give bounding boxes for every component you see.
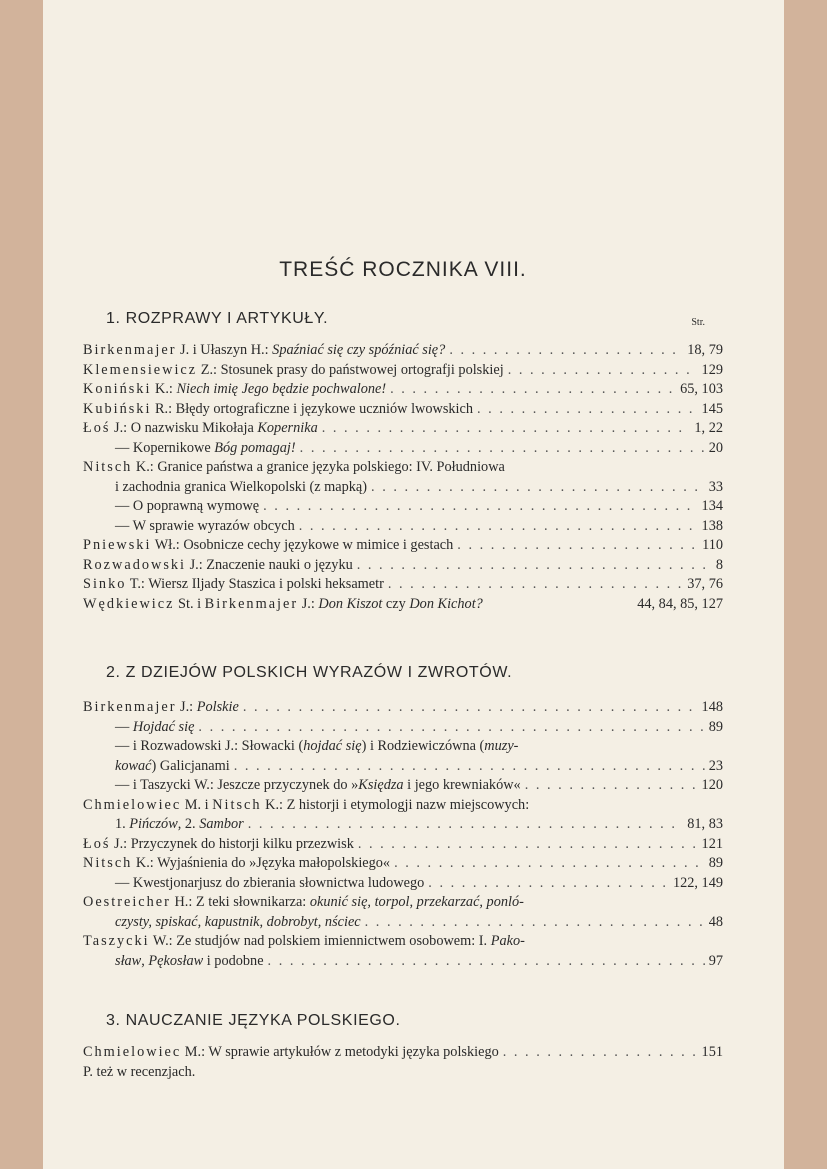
toc-entry-line — [83, 380, 723, 400]
dot-leader — [457, 536, 698, 556]
entry-text — [83, 361, 504, 381]
toc-entry-line — [83, 737, 723, 757]
entry-title-text: czy — [382, 595, 410, 612]
entry-title-text: J.: O nazwisku Mikołaja — [110, 420, 258, 436]
dot-leader — [248, 815, 684, 835]
toc-entry-line — [83, 517, 723, 537]
toc-entry-line — [83, 419, 723, 439]
page-number: 89 — [708, 855, 723, 871]
entry-title-text: — — [115, 718, 133, 735]
page-number: 18, 79 — [687, 342, 723, 358]
entry-title-text: Wł.: Osobnicze cechy językowe w mimice i gestach — [151, 537, 454, 553]
toc-entry-line — [83, 835, 723, 855]
page-number: 134 — [701, 498, 723, 514]
toc-entry-line — [83, 698, 723, 718]
toc-entry-line — [83, 575, 723, 595]
dot-leader — [299, 517, 698, 537]
author-name: Nitsch — [83, 459, 133, 475]
section-heading: 3. NAUCZANIE JĘZYKA POLSKIEGO. — [106, 1012, 401, 1029]
section-entries — [83, 341, 723, 614]
dot-leader — [243, 698, 698, 718]
author-name: Kubiński — [83, 400, 152, 417]
italic-title: czysty, spiskać, kapustnik, dobrobyt, nściec — [115, 913, 361, 930]
italic-title: Sambor — [199, 816, 244, 832]
page-number: 81, 83 — [687, 816, 723, 832]
entry-title-text: J.: Przyczynek do historji kilku przezwisk — [110, 835, 354, 852]
page-number: 65, 103 — [680, 381, 723, 397]
author-name: Birkenmajer — [204, 595, 299, 612]
entry-title-text: St. i — [174, 595, 205, 612]
entry-text — [83, 458, 505, 478]
italic-title: Kopernika — [257, 420, 318, 436]
italic-title: Pińczów — [129, 816, 178, 832]
author-name: Wędkiewicz — [83, 595, 175, 612]
dot-leader — [263, 497, 697, 517]
page-number: 33 — [708, 478, 723, 495]
entry-text — [115, 517, 295, 537]
entry-title-text: M.: W sprawie artykułów z metodyki języka polskiego — [181, 1044, 499, 1060]
entry-text — [115, 815, 244, 835]
entry-text — [115, 478, 367, 498]
entry-text — [83, 1043, 499, 1063]
entry-text — [83, 556, 353, 576]
dot-leader — [390, 380, 676, 400]
entry-text — [115, 439, 296, 459]
entry-text — [115, 874, 424, 894]
entry-title-text: K.: Wyjaśnienia do »Języka małopolskiego« — [132, 855, 391, 871]
entry-title-text: J.: — [298, 595, 319, 612]
toc-entry-line — [83, 815, 723, 835]
entry-text — [115, 952, 264, 972]
section-heading: 1. ROZPRAWY I ARTYKUŁY. — [106, 310, 329, 327]
toc-entry-line — [83, 556, 723, 576]
entry-text — [83, 854, 390, 874]
entry-text — [83, 380, 386, 400]
entry-title-text: i podobne — [203, 952, 264, 969]
section-entries — [83, 1043, 723, 1082]
author-name: Oestreicher — [83, 894, 171, 910]
dot-leader — [268, 952, 705, 972]
author-name: Pniewski — [83, 537, 152, 553]
page-number: 151 — [701, 1044, 723, 1060]
entry-text — [83, 575, 384, 595]
entry-text — [83, 1063, 195, 1083]
dot-leader — [322, 419, 691, 439]
author-name: Sinko — [83, 576, 127, 592]
italic-title: kować — [115, 757, 152, 774]
entry-text — [115, 497, 259, 517]
page-number: 145 — [701, 400, 723, 417]
toc-entry-line — [83, 893, 723, 913]
entry-title-text: i zachodnia granica Wielkopolski (z mapką) — [115, 478, 368, 495]
entry-title-text: W.: Ze studjów nad polskiem imiennictwem osobowem: I. — [149, 933, 491, 949]
dot-leader — [503, 1043, 698, 1063]
dot-leader — [525, 776, 698, 796]
page-number: 48 — [708, 913, 723, 930]
entry-title-text: — Kopernikowe — [115, 439, 215, 456]
entry-title-text: 1. — [115, 816, 130, 832]
entry-text — [115, 757, 230, 777]
page-number: 120 — [701, 777, 723, 793]
dot-leader — [388, 575, 683, 595]
page-number: 110 — [702, 537, 723, 553]
entry-title-text: R.: Błędy ortograficzne i językowe uczniów lwowskich — [151, 400, 474, 417]
toc-entry-line — [83, 776, 723, 796]
italic-title: Pako- — [490, 933, 525, 949]
toc-entry-line — [83, 874, 723, 894]
entry-title-text: K.: Z historji i etymologji nazw miejscowych: — [261, 796, 530, 813]
toc-entry-line — [83, 757, 723, 777]
dot-leader — [449, 341, 683, 361]
entry-text — [83, 536, 453, 556]
entry-title-text: i jego krewniaków« — [403, 777, 521, 793]
toc-entry-line — [83, 458, 723, 478]
entry-title-text: ) i Rodziewiczówna ( — [361, 738, 485, 754]
author-name: Łoś — [83, 835, 111, 852]
author-name: Chmielowiec — [83, 796, 182, 813]
page-number: 97 — [708, 952, 723, 969]
section-heading: 2. Z DZIEJÓW POLSKICH WYRAZÓW I ZWROTÓW. — [106, 664, 513, 681]
entry-title-text: J.: — [176, 699, 197, 715]
entry-text — [83, 341, 445, 361]
author-name: Nitsch — [83, 855, 133, 871]
dot-leader — [198, 718, 704, 738]
author-name: Birkenmajer — [83, 342, 177, 358]
page-number: 8 — [715, 556, 723, 573]
italic-title: Pękosław — [148, 952, 204, 969]
page-number: 122, 149 — [672, 874, 723, 891]
toc-entry-line — [83, 478, 723, 498]
italic-title: sław — [115, 952, 142, 969]
author-name: Birkenmajer — [83, 699, 177, 715]
page-number: 1, 22 — [694, 420, 723, 436]
entry-text — [115, 913, 361, 933]
toc-entry-line — [83, 1063, 723, 1083]
entry-text — [83, 698, 239, 718]
page-number: 121 — [701, 835, 723, 852]
entry-title-text: K.: Granice państwa a granice języka polskiego: IV. Południowa — [132, 459, 505, 475]
entry-title-text: — Kwestjonarjusz do zbierania słownictwa ludowego — [115, 874, 425, 891]
toc-entry-line — [83, 341, 723, 361]
dot-leader — [394, 854, 705, 874]
entry-text — [83, 796, 529, 816]
entry-text — [115, 737, 518, 757]
toc-entry-line — [83, 1043, 723, 1063]
toc-entry-line — [83, 497, 723, 517]
page-number: 20 — [708, 439, 723, 456]
entry-title-text: — i Taszycki W.: Jeszcze przyczynek do » — [115, 777, 359, 793]
page-number: 37, 76 — [687, 576, 723, 592]
entry-text — [83, 419, 318, 439]
toc-entry-line — [83, 439, 723, 459]
page-number: 23 — [708, 757, 723, 774]
page-number: 129 — [701, 361, 723, 378]
italic-title: Hojdać się — [132, 718, 195, 735]
dot-leader — [428, 874, 669, 894]
author-name: Koniński — [83, 381, 152, 397]
dot-leader — [508, 361, 698, 381]
italic-title: Księdza — [358, 777, 404, 793]
italic-title: Polskie — [196, 699, 239, 715]
entry-title-text: J.: Znaczenie nauki o języku — [186, 556, 353, 573]
italic-title: Spaźniać się czy spóźniać się? — [272, 342, 446, 358]
entry-title-text: — O poprawną wymowę — [115, 498, 260, 514]
entry-text — [83, 595, 483, 615]
entry-title-text: H.: Z teki słownikarza: — [170, 894, 310, 910]
italic-title: okunić się, torpol, przekarzać, ponló- — [309, 894, 524, 910]
toc-entry-line — [83, 913, 723, 933]
section-entries — [83, 698, 723, 971]
page-number: 44, 84, 85, 127 — [637, 595, 723, 612]
entry-title-text: J. i Ułaszyn H.: — [176, 342, 273, 358]
italic-title: Bóg pomagaj! — [214, 439, 296, 456]
entry-title-text: ) Galicjanami — [151, 757, 230, 774]
italic-title: Niech imię Jego będzie pochwalone! — [176, 381, 387, 397]
entry-text — [83, 893, 524, 913]
author-name: Rozwadowski — [83, 556, 187, 573]
italic-title: Don Kiszot — [318, 595, 383, 612]
entry-text — [115, 718, 194, 738]
dot-leader — [358, 835, 698, 855]
dot-leader — [477, 400, 698, 420]
author-name: Łoś — [83, 420, 111, 436]
entry-text — [83, 835, 354, 855]
entry-title-text: , 2. — [177, 816, 200, 832]
entry-title-text: K.: — [151, 381, 177, 397]
dot-leader — [371, 478, 705, 498]
toc-entry-line — [83, 932, 723, 952]
italic-title: hojdać się — [303, 738, 362, 754]
toc-entry-line — [83, 536, 723, 556]
entry-title-text: P. też w recenzjach. — [83, 1063, 196, 1080]
entry-text — [83, 400, 473, 420]
entry-text — [83, 932, 525, 952]
dot-leader — [300, 439, 705, 459]
dot-leader — [357, 556, 712, 576]
author-name: Klemensiewicz — [83, 361, 198, 378]
page-title: TREŚĆ ROCZNIKA VIII. — [279, 258, 527, 281]
entry-text — [115, 776, 521, 796]
page-number: 89 — [708, 718, 723, 735]
toc-content — [83, 0, 723, 1169]
toc-entry-line — [83, 595, 723, 615]
entry-title-text: — W sprawie wyrazów obcych — [115, 517, 295, 534]
entry-title-text: — i Rozwadowski J.: Słowacki ( — [115, 738, 304, 754]
author-name: Chmielowiec — [83, 1044, 182, 1060]
page-number: 138 — [701, 517, 723, 534]
author-name: Nitsch — [212, 796, 262, 813]
toc-entry-line — [83, 854, 723, 874]
toc-entry-line — [83, 400, 723, 420]
dot-leader — [365, 913, 705, 933]
entry-title-text: T.: Wiersz Iljady Staszica i polski heksametr — [126, 576, 384, 592]
author-name: Taszycki — [83, 933, 150, 949]
page-column-label: Str. — [691, 317, 705, 328]
dot-leader — [234, 757, 705, 777]
toc-entry-line — [83, 952, 723, 972]
toc-entry-line — [83, 361, 723, 381]
page-number: 148 — [701, 699, 723, 715]
entry-title-text: M. i — [181, 796, 213, 813]
toc-entry-line — [83, 796, 723, 816]
entry-title-text: Z.: Stosunek prasy do państwowej ortografji polskiej — [197, 361, 504, 378]
italic-title: muzy- — [484, 738, 519, 754]
entry-title-text: , — [141, 952, 149, 969]
toc-entry-line — [83, 718, 723, 738]
italic-title: Don Kichot? — [409, 595, 483, 612]
